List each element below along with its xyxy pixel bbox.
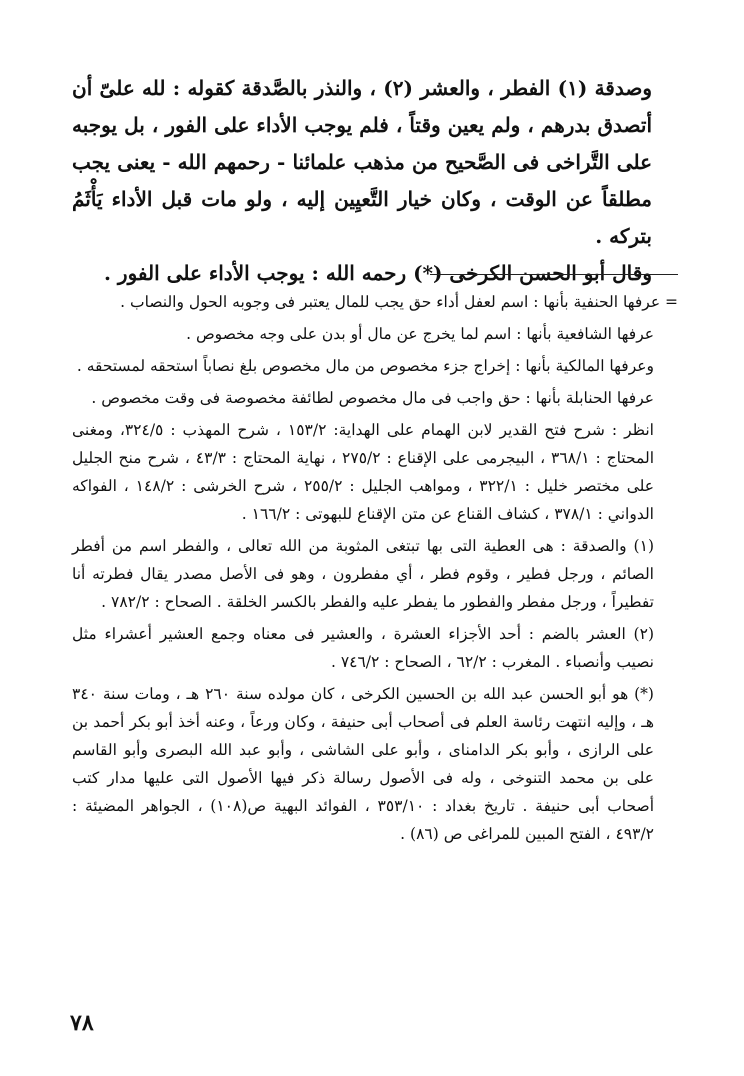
footnote-continuation-hanbali: عرفها الحنابلة بأنها : حق واجب فى مال مخصوص لطائفة مخصوصة فى وقت مخصوص . <box>91 389 654 407</box>
footnote-continuation-hanafi: = عرفها الحنفية بأنها : اسم لعفل أداء حق يجب للمال يعتبر فى وجوبه الحول والنصاب . <box>120 293 678 311</box>
footnote-star: (*) هو أبو الحسن عبد الله بن الحسين الكرخى ، كان مولده سنة ٢٦٠ هـ ، ومات سنة ٣٤٠ هـ ، وإليه انتهت رئاسة العلم فى أصحاب أبى حنيفة ، وكان ورعاً ، وعنه أخذ أبو بكر أحمد بن على الرازى ، وأبو بكر الدامناى ، وأبو على الشاشى ، وأبو عبد الله البصرى وأبو القاسم على بن محمد التنوخى ، وله فى الأصول رسالة ذكر فيها الأصول التى عليها مدار كتب أصحاب أبى حنيفة . تاريخ بغداد : ٣٥٣/١٠ ، الفوائد البهية ص(١٠٨) ، الجواهر المضيئة : ٤٩٣/٢ ، الفتح المبين للمراغى ص (٨٦) . <box>72 685 655 843</box>
main-paragraph-2: وقال أبو الحسن الكرخى (*) رحمه الله : يوجب الأداء على الفور . <box>104 261 652 285</box>
footnote-continuation-references: انظر : شرح فتح القدير لابن الهمام على الهداية: ١٥٣/٢ ، شرح المهذب : ٣٢٤/٥، ومغنى المحتاج : ٣٦٨/١ ، البيجرمى على الإقناع : ٢٧٥/٢ ، نهاية المحتاج : ٤٣/٣ ، شرح منح الجليل على مختصر خليل : ٣٢٢/١ ، ومواهب الجليل : ٢٥٥/٢ ، شرح الخرشى : ١٤٨/٢ ، الفواكه الدواني : ٣٧٨/١ ، كشاف القناع عن متن الإقناع للبهوتى : ١٦٦/٢ . <box>72 421 655 523</box>
main-paragraph-1: وصدقة (١) الفطر ، والعشر (٢) ، والنذر بالصَّدقة كقوله : لله علىّ أن أتصدق بدرهم ، ولم يعين وقتاً ، فلم يوجب الأداء على الفور ، بل يوجبه على التَّراخى فى الصَّحيح من مذهب علمائنا - رحمهم الله - يعنى يجب مطلقاً عن الوقت ، وكان خيار التَّعيِين إليه ، ولو مات قبل الأداء يَأْثَمُ بتركه . <box>72 76 652 248</box>
page-number: ٧٨ <box>70 1010 94 1036</box>
footnotes <box>72 288 678 852</box>
main-body-text <box>72 70 678 292</box>
footnote-1: (١) والصدقة : هى العطية التى بها تبتغى المثوبة من الله تعالى ، والفطر اسم من أفطر الصائم ، ورجل فطير ، وقوم فطر ، أي مفطرون ، وهو فى الأصل مصدر يقال فطرته أنا تفطيراً ، ورجل مفطر والفطور ما يفطر عليه والفطر بالكسر الخلقة . الصحاح : ٧٨٢/٢ . <box>72 537 654 611</box>
footnote-continuation-maliki: وعرفها المالكية بأنها : إخراج جزء مخصوص من مال مخصوص بلغ نصاباً استحقه لمستحقه . <box>76 357 654 375</box>
footnote-2: (٢) العشر بالضم : أحد الأجزاء العشرة ، والعشير فى معناه وجمع العشير أعشراء مثل نصيب وأنصباء . المغرب : ٦٢/٢ ، الصحاح : ٧٤٦/٢ . <box>72 625 654 671</box>
footnote-continuation-shafii: عرفها الشافعية بأنها : اسم لما يخرج عن مال أو بدن على وجه مخصوص . <box>186 325 654 343</box>
footnote-separator <box>430 274 678 275</box>
